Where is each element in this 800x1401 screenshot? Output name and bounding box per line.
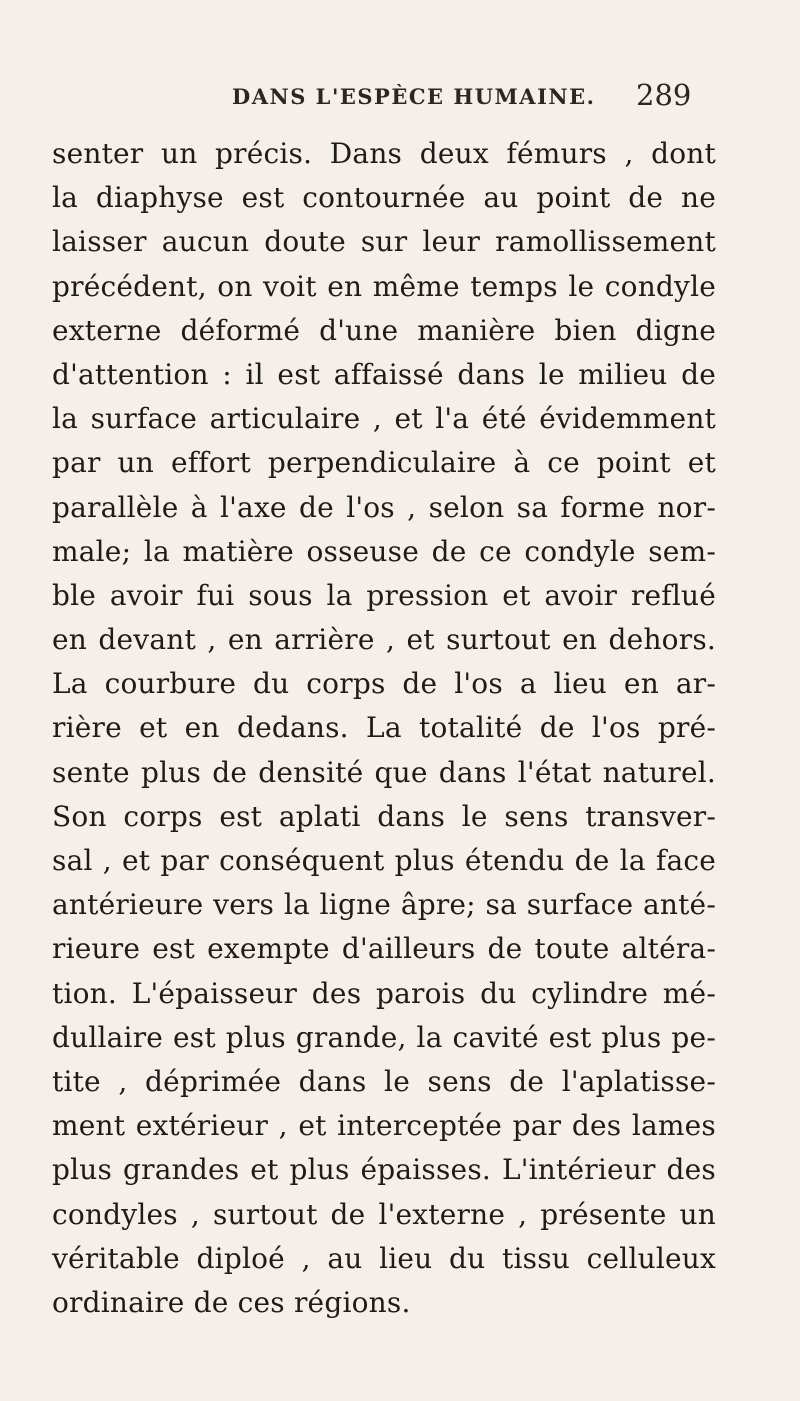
text-line: laisser aucun doute sur leur ramollissement [52,225,716,259]
text-line: tion. L'épaisseur des parois du cylindre mé- [52,976,716,1010]
running-title: DANS L'ESPÈCE HUMAINE. [232,84,596,109]
text-line: sente plus de densité que dans l'état naturel. [52,755,716,789]
text-line: ble avoir fui sous la pression et avoir reflué [52,578,716,612]
text-line: rière et en dedans. La totalité de l'os pré- [52,711,716,745]
text-line: ordinaire de ces régions. [52,1285,411,1319]
text-line: rieure est exempte d'ailleurs de toute altéra- [52,932,716,966]
text-line: male; la matière osseuse de ce condyle sem- [52,534,716,568]
text-line: Son corps est aplati dans le sens transver- [52,799,716,833]
text-line: plus grandes et plus épaisses. L'intérieur des [52,1153,716,1187]
text-line: condyles , surtout de l'externe , présente un [52,1197,716,1231]
text-line: parallèle à l'axe de l'os , selon sa forme nor- [52,490,716,524]
text-line: précédent, on voit en même temps le condyle [52,269,716,303]
text-line: ment extérieur , et interceptée par des lames [52,1109,716,1143]
text-line: en devant , en arrière , et surtout en dehors. [52,623,716,657]
text-line: la surface articulaire , et l'a été évidemment [52,402,716,436]
running-head [0,78,800,124]
text-line: externe déformé d'une manière bien digne [52,313,716,347]
page-number: 289 [636,78,692,112]
text-line: dullaire est plus grande, la cavité est plus pe- [52,1020,716,1054]
text-line: sal , et par conséquent plus étendu de la face [52,844,716,877]
text-line: d'attention : il est affaissé dans le milieu de [52,357,716,391]
text-line: tite , déprimée dans le sens de l'aplatisse- [52,1064,716,1098]
text-line: antérieure vers la ligne âpre; sa surface anté- [52,888,716,922]
text-line: par un effort perpendiculaire à ce point et [52,446,716,480]
text-line: La courbure du corps de l'os a lieu en ar- [52,667,716,701]
text-line: senter un précis. Dans deux fémurs , dont [52,137,716,170]
text-line: la diaphyse est contournée au point de ne [52,181,716,215]
body-text [52,132,716,1325]
text-line: véritable diploé , au lieu du tissu celluleux [52,1241,716,1275]
